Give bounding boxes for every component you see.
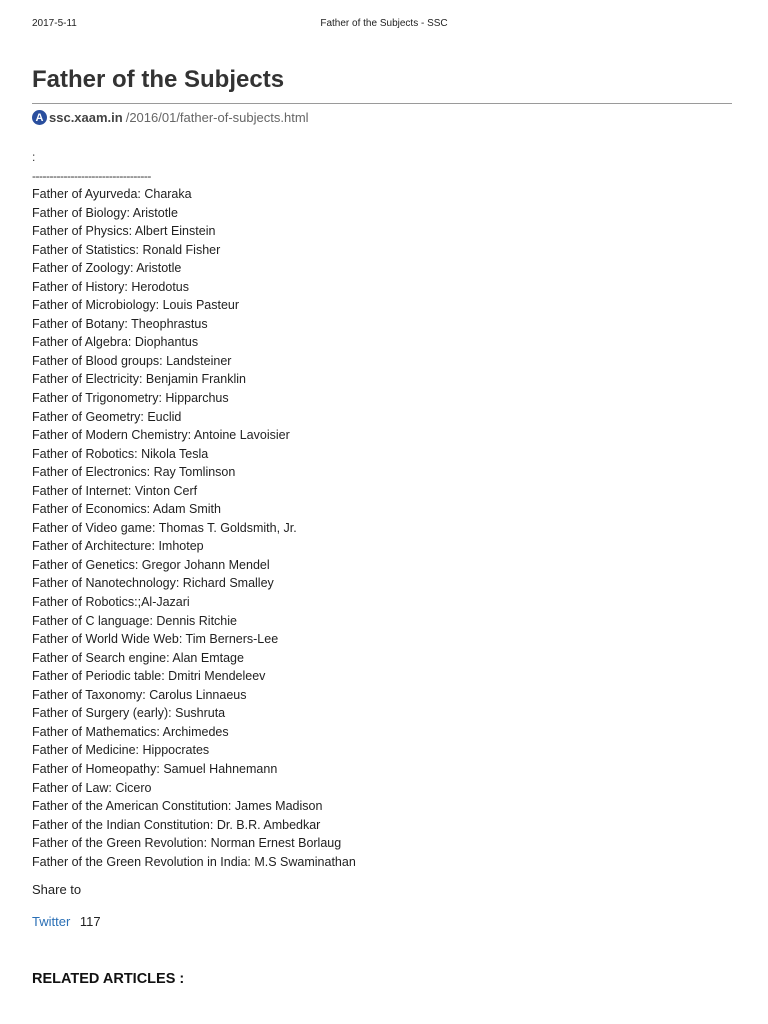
list-item: Father of Robotics: Nikola Tesla <box>32 446 209 461</box>
list-item: Father of Internet: Vinton Cerf <box>32 483 198 498</box>
list-item: Father of Taxonomy: Carolus Linnaeus <box>32 687 247 702</box>
list-item: Father of Economics: Adam Smith <box>32 502 221 517</box>
list-item: Father of Video game: Thomas T. Goldsmith, Jr. <box>32 520 297 535</box>
list-item: Father of Surgery (early): Sushruta <box>32 706 226 721</box>
facts-list <box>32 185 356 871</box>
list-item: Father of the Green Revolution: Norman Ernest Borlaug <box>32 836 342 851</box>
source-path[interactable]: /2016/01/father-of-subjects.html <box>125 110 309 125</box>
list-item: Father of Microbiology: Louis Pasteur <box>32 298 240 313</box>
list-item: Father of Search engine: Alan Emtage <box>32 650 244 665</box>
title-divider <box>32 103 732 104</box>
list-item: Father of the Green Revolution in India: M.S Swaminathan <box>32 854 356 869</box>
share-label: Share to <box>32 882 82 897</box>
twitter-share-link[interactable]: Twitter <box>32 914 71 929</box>
list-item: Father of Trigonometry: Hipparchus <box>32 391 229 406</box>
list-item: Father of Mathematics: Archimedes <box>32 724 229 739</box>
source-domain[interactable]: ssc.xaam.in <box>49 110 123 125</box>
share-row <box>32 914 101 929</box>
list-item: Father of Periodic table: Dmitri Mendeleev <box>32 669 266 684</box>
list-item: Father of C language: Dennis Ritchie <box>32 613 237 628</box>
site-logo-icon: A <box>32 110 47 125</box>
print-doc-title: Father of the Subjects - SSC <box>320 18 448 29</box>
list-item: Father of Geometry: Euclid <box>32 409 182 424</box>
intro-colon: : <box>32 150 36 164</box>
list-item: Father of World Wide Web: Tim Berners-Lee <box>32 632 279 647</box>
related-articles-heading: RELATED ARTICLES : <box>32 971 185 987</box>
list-item: Father of Statistics: Ronald Fisher <box>32 242 221 257</box>
list-item: Father of Botany: Theophrastus <box>32 316 208 331</box>
list-item: Father of Nanotechnology: Richard Smalley <box>32 576 274 591</box>
list-item: Father of Law: Cicero <box>32 780 152 795</box>
twitter-share-count: 117 <box>79 914 101 929</box>
list-item: Father of Algebra: Diophantus <box>32 335 199 350</box>
list-item: Father of the Indian Constitution: Dr. B.R. Ambedkar <box>32 817 321 832</box>
list-item: Father of Physics: Albert Einstein <box>32 224 216 239</box>
list-item: Father of the American Constitution: James Madison <box>32 799 323 814</box>
list-item: Father of Modern Chemistry: Antoine Lavoisier <box>32 428 290 443</box>
list-item: Father of Robotics:;Al-Jazari <box>32 595 190 610</box>
list-item: Father of History: Herodotus <box>32 279 190 294</box>
list-item: Father of Blood groups: Landsteiner <box>32 353 232 368</box>
list-item: Father of Electricity: Benjamin Franklin <box>32 372 246 387</box>
list-item: Father of Genetics: Gregor Johann Mendel <box>32 557 270 572</box>
list-item: Father of Electronics: Ray Tomlinson <box>32 465 236 480</box>
list-item: Father of Biology: Aristotle <box>32 205 178 220</box>
source-url[interactable] <box>32 110 309 125</box>
print-date: 2017-5-11 <box>32 18 77 29</box>
list-item: Father of Zoology: Aristotle <box>32 261 182 276</box>
list-item: Father of Medicine: Hippocrates <box>32 743 210 758</box>
separator-line: ---------------------------------- <box>32 169 151 183</box>
page-title: Father of the Subjects <box>32 66 285 93</box>
list-item: Father of Ayurveda: Charaka <box>32 187 192 201</box>
list-item: Father of Architecture: Imhotep <box>32 539 204 554</box>
list-item: Father of Homeopathy: Samuel Hahnemann <box>32 761 278 776</box>
